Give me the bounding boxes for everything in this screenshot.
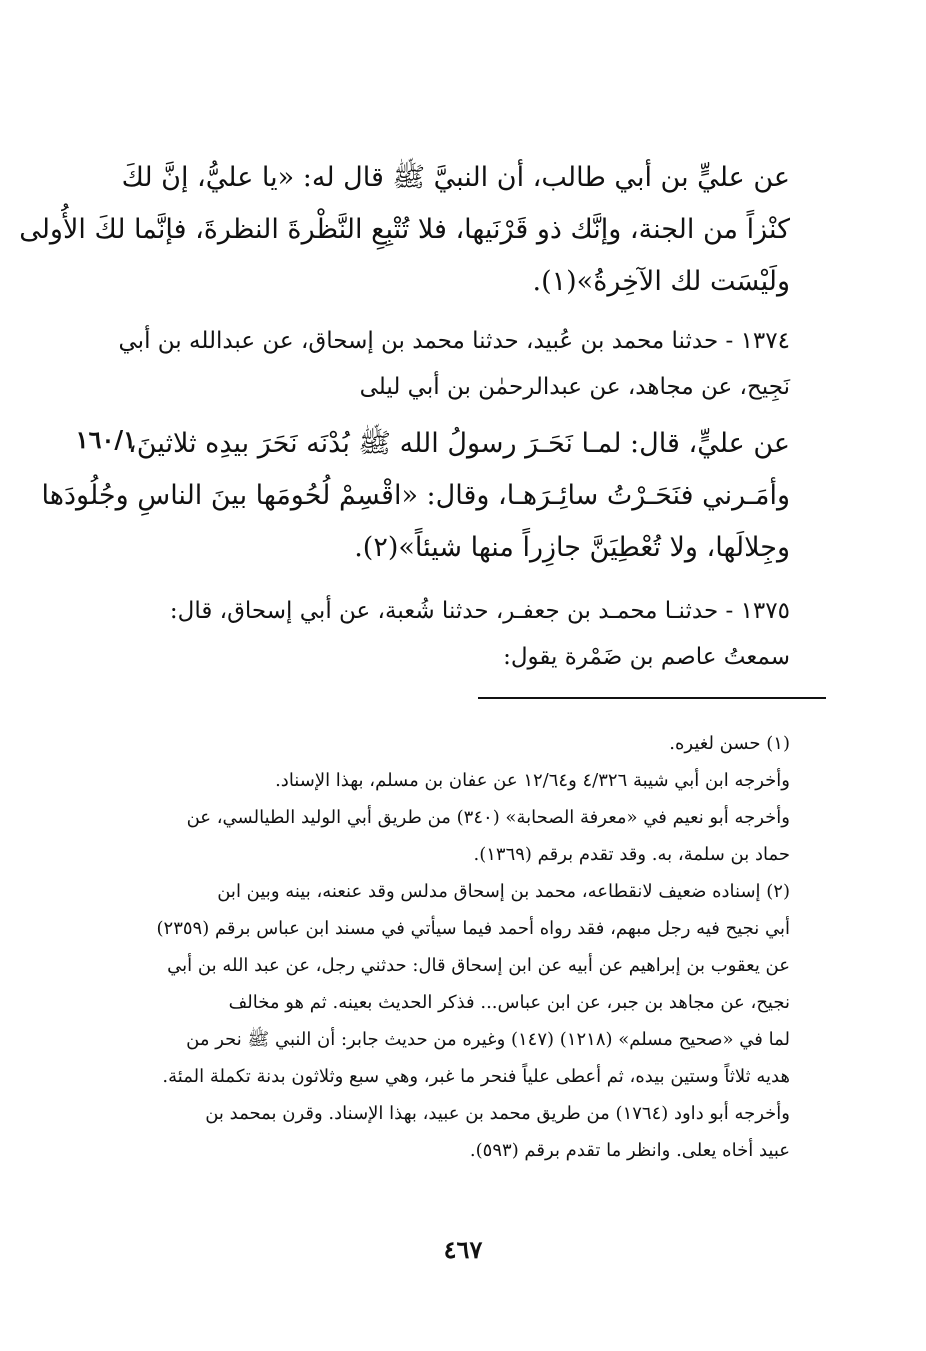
footnote-line: (١) حسن لغيره. [669,733,790,754]
footnotes [130,725,790,1169]
footnote-line: أبي نجيح فيه رجل مبهم، فقد رواه أحمد فيما سيأتي في مسند ابن عباس برقم (٢٣٥٩) [156,918,790,939]
page-number: ٤٦٧ [443,1235,483,1264]
text-line: نَجِيح، عن مجاهد، عن عبدالرحمٰن بن أبي ليلى [359,374,790,400]
footnote-line: وأخرجه أبو داود (١٧٦٤) من طريق محمد بن عبيد، بهذا الإسناد. وقرن بمحمد بن [205,1103,790,1124]
margin-volume-page-marker: ١٦٠/١ [75,425,136,454]
text-line: ولَيْسَت لك الآخِرةُ»(١). [532,266,790,297]
footnote-separator [478,697,826,699]
hadith-1375-isnad [130,588,790,680]
footnote-line: حماد بن سلمة، به. وقد تقدم برقم (١٣٦٩). [473,844,790,865]
text-line: وجِلالَها، ولا تُعْطِيَنَّ جازِراً منها شيئاً»(٢). [354,532,790,563]
footnote-line: لما في «صحيح مسلم» (١٢١٨) (١٤٧) وغيره من حديث جابر: أن النبي ﷺ نحر من [186,1029,790,1050]
text-line: ١٣٧٤ - حدثنا محمد بن عُبيد، حدثنا محمد بن إسحاق، عن عبدالله بن أبي [118,328,790,354]
footnote-line: (٢) إسناده ضعيف لانقطاعه، محمد بن إسحاق مدلس وقد عنعنه، بينه وبين ابن [217,881,790,902]
text-line: كنْزاً من الجنة، وإنَّك ذو قَرْنَيها، فلا تُتْبِعِ النَّظْرةَ النظرةَ، فإنَّما لكَ الأُولى [19,214,790,245]
footnote-line: وأخرجه ابن أبي شيبة ٤/٣٢٦ و١٢/٦٤ عن عفان بن مسلم، بهذا الإسناد. [275,770,790,791]
text-line: ١٣٧٥ - حدثنـا محمـد بن جعفـر، حدثنا شُعبة، عن أبي إسحاق، قال: [169,598,790,624]
text-line: عن عليٍّ بن أبي طالب، أن النبيَّ ﷺ قال له: «يا عليُّ، إنَّ لكَ [121,162,790,193]
footnote-line: نجيح، عن مجاهد بن جبر، عن ابن عباس... فذكر الحديث بعينه. ثم هو مخالف [228,992,790,1013]
hadith-1373-ending [19,152,790,308]
footnote-line: عبيد أخاه يعلى. وانظر ما تقدم برقم (٥٩٣). [469,1140,790,1161]
hadith-1374-isnad [118,318,790,410]
text-line: سمعتُ عاصم بن ضَمْرة يقول: [503,644,790,670]
text-line: وأمَـرني فنَحَـرْتُ سائِـرَهـا، وقال: «اقْسِمْ لُحُومَها بينَ الناسِ وجُلُودَها [41,480,790,511]
footnote-line: وأخرجه أبو نعيم في «معرفة الصحابة» (٣٤٠) من طريق أبي الوليد الطيالسي، عن [186,807,790,828]
footnote-line: هديه ثلاثاً وستين بيده، ثم أعطى علياً فنحر ما غبر، وهي سبع وثلاثون بدنة تكملة المئة. [162,1066,790,1087]
text-line: عن عليٍّ، قال: لمـا نَحَـرَ رسولُ الله ﷺ بُدْنَه نَحَرَ بيدِه ثلاثينَ، [128,428,790,459]
footnote-line: عن يعقوب بن إبراهيم عن أبيه عن ابن إسحاق قال: حدثني رجل، عن عبد الله بن أبي [167,955,790,976]
